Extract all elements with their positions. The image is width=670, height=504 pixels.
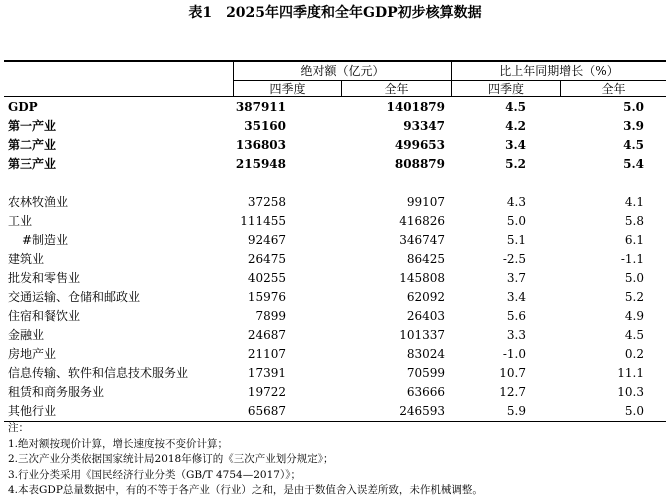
table-row <box>0 250 670 269</box>
table-row <box>0 402 670 421</box>
q4-value: 7899 <box>255 309 286 323</box>
note-item: 2.三次产业分类依据国家统计局2018年修订的《三次产业划分规定》； <box>8 453 334 466</box>
year-value: 346747 <box>399 233 445 247</box>
table-row <box>0 288 670 307</box>
year-value: 99107 <box>406 195 445 209</box>
row-label: 工业 <box>8 214 33 228</box>
note-item: 3.行业分类采用《国民经济行业分类（GB/T 4754—2017）》； <box>8 468 301 481</box>
q4-value: 24687 <box>247 328 286 342</box>
year-value: 246593 <box>399 404 445 418</box>
year-growth: 4.5 <box>623 138 644 152</box>
row-label: 第一产业 <box>8 119 57 133</box>
year-value: 62092 <box>406 290 445 304</box>
table-row <box>0 231 670 250</box>
header-growth: 比上年同期增长（%） <box>499 64 619 78</box>
year-growth: 0.2 <box>624 347 644 361</box>
table-row <box>0 136 670 155</box>
year-value: 86425 <box>406 252 445 266</box>
q4-value: 387911 <box>235 100 286 114</box>
table-row <box>0 345 670 364</box>
year-growth: 4.9 <box>624 309 644 323</box>
row-label: 第三产业 <box>8 157 57 171</box>
header-growth-year: 全年 <box>601 82 626 96</box>
header-bottom-rule <box>4 96 666 97</box>
header-q4: 四季度 <box>269 82 306 96</box>
table-row <box>0 212 670 231</box>
row-label: 住宿和餐饮业 <box>8 309 81 323</box>
q4-value: 215948 <box>235 157 286 171</box>
table-row <box>0 155 670 174</box>
q4-growth: 12.7 <box>499 385 526 399</box>
row-label: 其他行业 <box>8 404 57 418</box>
q4-value: 19722 <box>247 385 286 399</box>
row-label: 房地产业 <box>8 347 57 361</box>
q4-growth: 5.2 <box>505 157 526 171</box>
row-label: 第二产业 <box>8 138 57 152</box>
q4-growth: 3.3 <box>506 328 526 342</box>
year-growth: 4.5 <box>624 328 644 342</box>
table-notes <box>8 421 663 499</box>
year-growth: 4.1 <box>624 195 644 209</box>
table-row <box>0 269 670 288</box>
q4-value: 65687 <box>247 404 286 418</box>
q4-growth: 5.0 <box>506 214 526 228</box>
year-growth: 11.1 <box>617 366 644 380</box>
year-value: 101337 <box>399 328 445 342</box>
row-label: 批发和零售业 <box>8 271 81 285</box>
row-label: 建筑业 <box>8 252 45 266</box>
row-label: 交通运输、仓储和邮政业 <box>8 290 141 304</box>
year-value: 416826 <box>399 214 445 228</box>
year-value: 1401879 <box>386 100 445 114</box>
year-growth: 5.0 <box>624 404 644 418</box>
header-absolute-value: 绝对额（亿元） <box>300 64 385 78</box>
q4-value: 40255 <box>247 271 286 285</box>
q4-growth: 5.9 <box>506 404 526 418</box>
year-value: 499653 <box>394 138 445 152</box>
q4-growth: 3.4 <box>505 138 526 152</box>
year-value: 26403 <box>406 309 445 323</box>
table-title: 表1 2025年四季度和全年GDP初步核算数据 <box>188 5 482 21</box>
row-label: 租赁和商务服务业 <box>8 385 105 399</box>
q4-value: 26475 <box>247 252 286 266</box>
table-row <box>0 193 670 212</box>
year-growth: -1.1 <box>620 252 644 266</box>
q4-value: 17391 <box>247 366 286 380</box>
year-value: 70599 <box>406 366 445 380</box>
note-item: 4.本表GDP总量数据中，有的不等于各产业（行业）之和，是由于数值舍入误差所致，未作机械调整。 <box>8 484 483 497</box>
q4-value: 111455 <box>240 214 286 228</box>
table-row <box>0 307 670 326</box>
q4-growth: -1.0 <box>502 347 526 361</box>
q4-value: 136803 <box>235 138 286 152</box>
q4-growth: 5.1 <box>506 233 526 247</box>
year-growth: 10.3 <box>617 385 644 399</box>
year-growth: 6.1 <box>624 233 644 247</box>
q4-value: 37258 <box>247 195 286 209</box>
q4-growth: -2.5 <box>502 252 526 266</box>
year-value: 145808 <box>399 271 445 285</box>
q4-growth: 10.7 <box>499 366 526 380</box>
q4-growth: 5.6 <box>506 309 526 323</box>
table-row <box>0 383 670 402</box>
table-row <box>0 98 670 117</box>
notes-label: 注： <box>8 422 29 434</box>
q4-value: 92467 <box>247 233 286 247</box>
q4-value: 35160 <box>244 119 286 133</box>
row-label: 信息传输、软件和信息技术服务业 <box>8 366 189 380</box>
year-value: 63666 <box>406 385 445 399</box>
year-growth: 5.0 <box>624 271 644 285</box>
header-year: 全年 <box>384 82 409 96</box>
top-rule <box>4 60 666 62</box>
q4-growth: 4.3 <box>506 195 526 209</box>
year-growth: 5.2 <box>624 290 644 304</box>
q4-growth: 4.2 <box>505 119 526 133</box>
year-growth: 5.4 <box>623 157 644 171</box>
row-label: GDP <box>8 100 38 114</box>
year-value: 83024 <box>406 347 445 361</box>
q4-growth: 4.5 <box>505 100 526 114</box>
q4-growth: 3.7 <box>506 271 526 285</box>
q4-growth: 3.4 <box>506 290 526 304</box>
table-row <box>0 117 670 136</box>
year-growth: 5.0 <box>623 100 644 114</box>
year-value: 808879 <box>394 157 445 171</box>
year-growth: 5.8 <box>624 214 644 228</box>
q4-value: 15976 <box>247 290 286 304</box>
row-label: #制造业 <box>22 233 69 247</box>
year-growth: 3.9 <box>623 119 644 133</box>
row-label: 金融业 <box>8 328 45 342</box>
table-row <box>0 364 670 383</box>
q4-value: 21107 <box>247 347 286 361</box>
row-label: 农林牧渔业 <box>8 195 69 209</box>
header-growth-q4: 四季度 <box>487 82 524 96</box>
note-item: 1.绝对额按现价计算，增长速度按不变价计算； <box>8 437 229 450</box>
table-row <box>0 326 670 345</box>
year-value: 93347 <box>403 119 445 133</box>
